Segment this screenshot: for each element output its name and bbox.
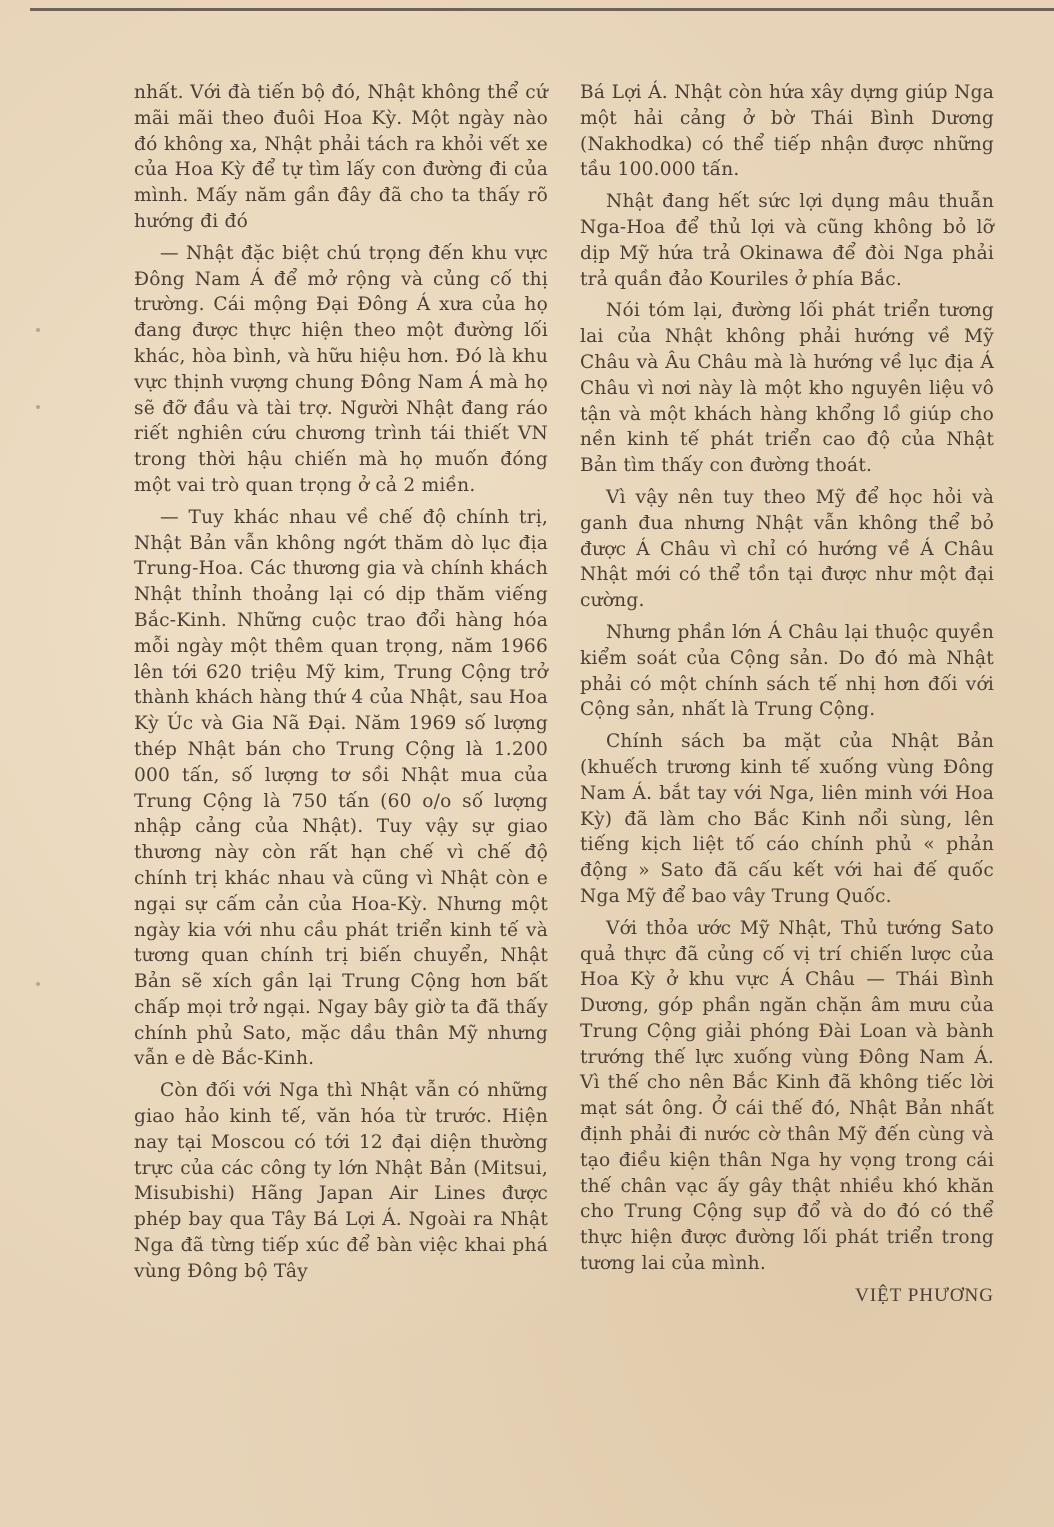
right-column	[580, 80, 994, 1309]
paragraph: Nhật đang hết sức lợi dụng mâu thuẫn Nga-Hoa để thủ lợi và cũng không bỏ lỡ dịp Mỹ hứa trả Okinawa để đòi Nga phải trả quần đảo Kouriles ở phía Bắc.	[580, 191, 994, 290]
paragraph: Bá Lợi Á. Nhật còn hứa xây dựng giúp Nga một hải cảng ở bờ Thái Bình Dương (Nakhodka) có thể tiếp nhận được những tầu 100.000 tấn.	[580, 82, 994, 181]
left-column	[134, 80, 548, 1291]
author-signature: VIỆT PHƯƠNG	[855, 1284, 994, 1306]
paragraph: nhất. Với đà tiến bộ đó, Nhật không thể cứ mãi mãi theo đuôi Hoa Kỳ. Một ngày nào đó không xa, Nhật phải tách ra khỏi vết xe của Hoa Kỳ để tự tìm lấy con đường đi của mình. Mấy năm gần đây đã cho ta thấy rõ hướng đi đó	[134, 82, 548, 232]
paragraph: — Nhật đặc biệt chú trọng đến khu vực Đông Nam Á để mở rộng và củng cố thị trường. Cái mộng Đại Đông Á xưa của họ đang được thực hiện theo một đường lối khác, hòa bình, và hữu hiệu hơn. Đó là khu vực thịnh vượng chung Đông Nam Á mà họ sẽ đỡ đầu và tài trợ. Người Nhật đang ráo riết nghiên cứu chương trình tái thiết VN trong thời hậu chiến mà họ muốn đóng một vai trò quan trọng ở cả 2 miền.	[134, 242, 548, 496]
paragraph: Chính sách ba mặt của Nhật Bản (khuếch trương kinh tế xuống vùng Đông Nam Á. bắt tay với Nga, liên minh với Hoa Kỳ) đã làm cho Bắc Kinh nổi sùng, lên tiếng kịch liệt tố cáo chính phủ « phản động » Sato đã cấu kết với hai đế quốc Nga Mỹ để bao vây Trung Quốc.	[580, 731, 994, 907]
paper-speck	[36, 328, 40, 332]
paper-speck	[36, 982, 40, 986]
paragraph: Nói tóm lại, đường lối phát triển tương lai của Nhật không phải hướng về Mỹ Châu và Âu Châu mà là hướng về lục địa Á Châu vì nơi này là một kho nguyên liệu vô tận và một khách hàng khổng lồ giúp cho nền kinh tế phát triển cao độ của Nhật Bản tìm thấy con đường thoát.	[580, 300, 994, 477]
paragraph: — Tuy khác nhau về chế độ chính trị, Nhật Bản vẫn không ngớt thăm dò lục địa Trung-Hoa. Các thương gia và chính khách Nhật thỉnh thoảng lại có dịp thăm viếng Bắc-Kinh. Những cuộc trao đổi hàng hóa mỗi ngày một thêm quan trọng, năm 1966 lên tới 620 triệu Mỹ kim, Trung Cộng trở thành khách hàng thứ 4 của Nhật, sau Hoa Kỳ Úc và Gia Nã Đại. Năm 1969 số lượng thép Nhật bán cho Trung Cộng là 1.200 000 tấn, số lượng tơ sồi Nhật mua của Trung Cộng là 750 tấn (60 o/o số lượng nhập cảng của Nhật). Tuy vậy sự giao thương này còn rất hạn chế vì chế độ chính trị khác nhau và cũng vì Nhật còn e ngại sự cấm cản của Hoa-Kỳ. Nhưng một ngày kia với nhu cầu phát triển kinh tế và tương quan chính trị biến chuyển, Nhật Bản sẽ xích gần lại Trung Cộng hơn bất chấp mọi trở ngại. Ngay bây giờ ta đã thấy chính phủ Sato, mặc dầu thân Mỹ nhưng vẫn e dè Bắc-Kinh.	[134, 506, 548, 1070]
paragraph: Với thỏa ước Mỹ Nhật, Thủ tướng Sato quả thực đã củng cố vị trí chiến lược của Hoa Kỳ ở khu vực Á Châu — Thái Bình Dương, góp phần ngăn chặn âm mưu của Trung Cộng giải phóng Đài Loan và bành trướng thế lực xuống vùng Đông Nam Á. Vì thế cho nên Bắc Kinh đã không tiếc lời mạt sát ông. Ở cái thế đó, Nhật Bản nhất định phải đi nước cờ thân Mỹ đến cùng và tạo điều kiện thân Nga hy vọng trong cái thế chân vạc ấy gây thật nhiều khó khăn cho Trung Cộng sụp đổ và do đó có thể thực hiện được đường lối phát triển trong tương lai của mình.	[580, 917, 994, 1275]
top-rule	[30, 8, 1054, 11]
paragraph: Còn đối với Nga thì Nhật vẫn có những giao hảo kinh tế, văn hóa từ trước. Hiện nay tại Moscou có tới 12 đại diện thường trực của các công ty lớn Nhật Bản (Mitsui, Misubishi) Hãng Japan Air Lines được phép bay qua Tây Bá Lợi Á. Ngoài ra Nhật Nga đã từng tiếp xúc để bàn việc khai phá vùng Đông bộ Tây	[134, 1080, 548, 1282]
paragraph: Nhưng phần lớn Á Châu lại thuộc quyền kiểm soát của Cộng sản. Do đó mà Nhật phải có một chính sách tế nhị hơn đối với Cộng sản, nhất là Trung Cộng.	[580, 621, 994, 721]
paper-speck	[36, 405, 40, 409]
paragraph: Vì vậy nên tuy theo Mỹ để học hỏi và ganh đua nhưng Nhật vẫn không thể bỏ được Á Châu vì chỉ có hướng về Á Châu Nhật mới có thể tồn tại được như một đại cường.	[580, 486, 994, 612]
